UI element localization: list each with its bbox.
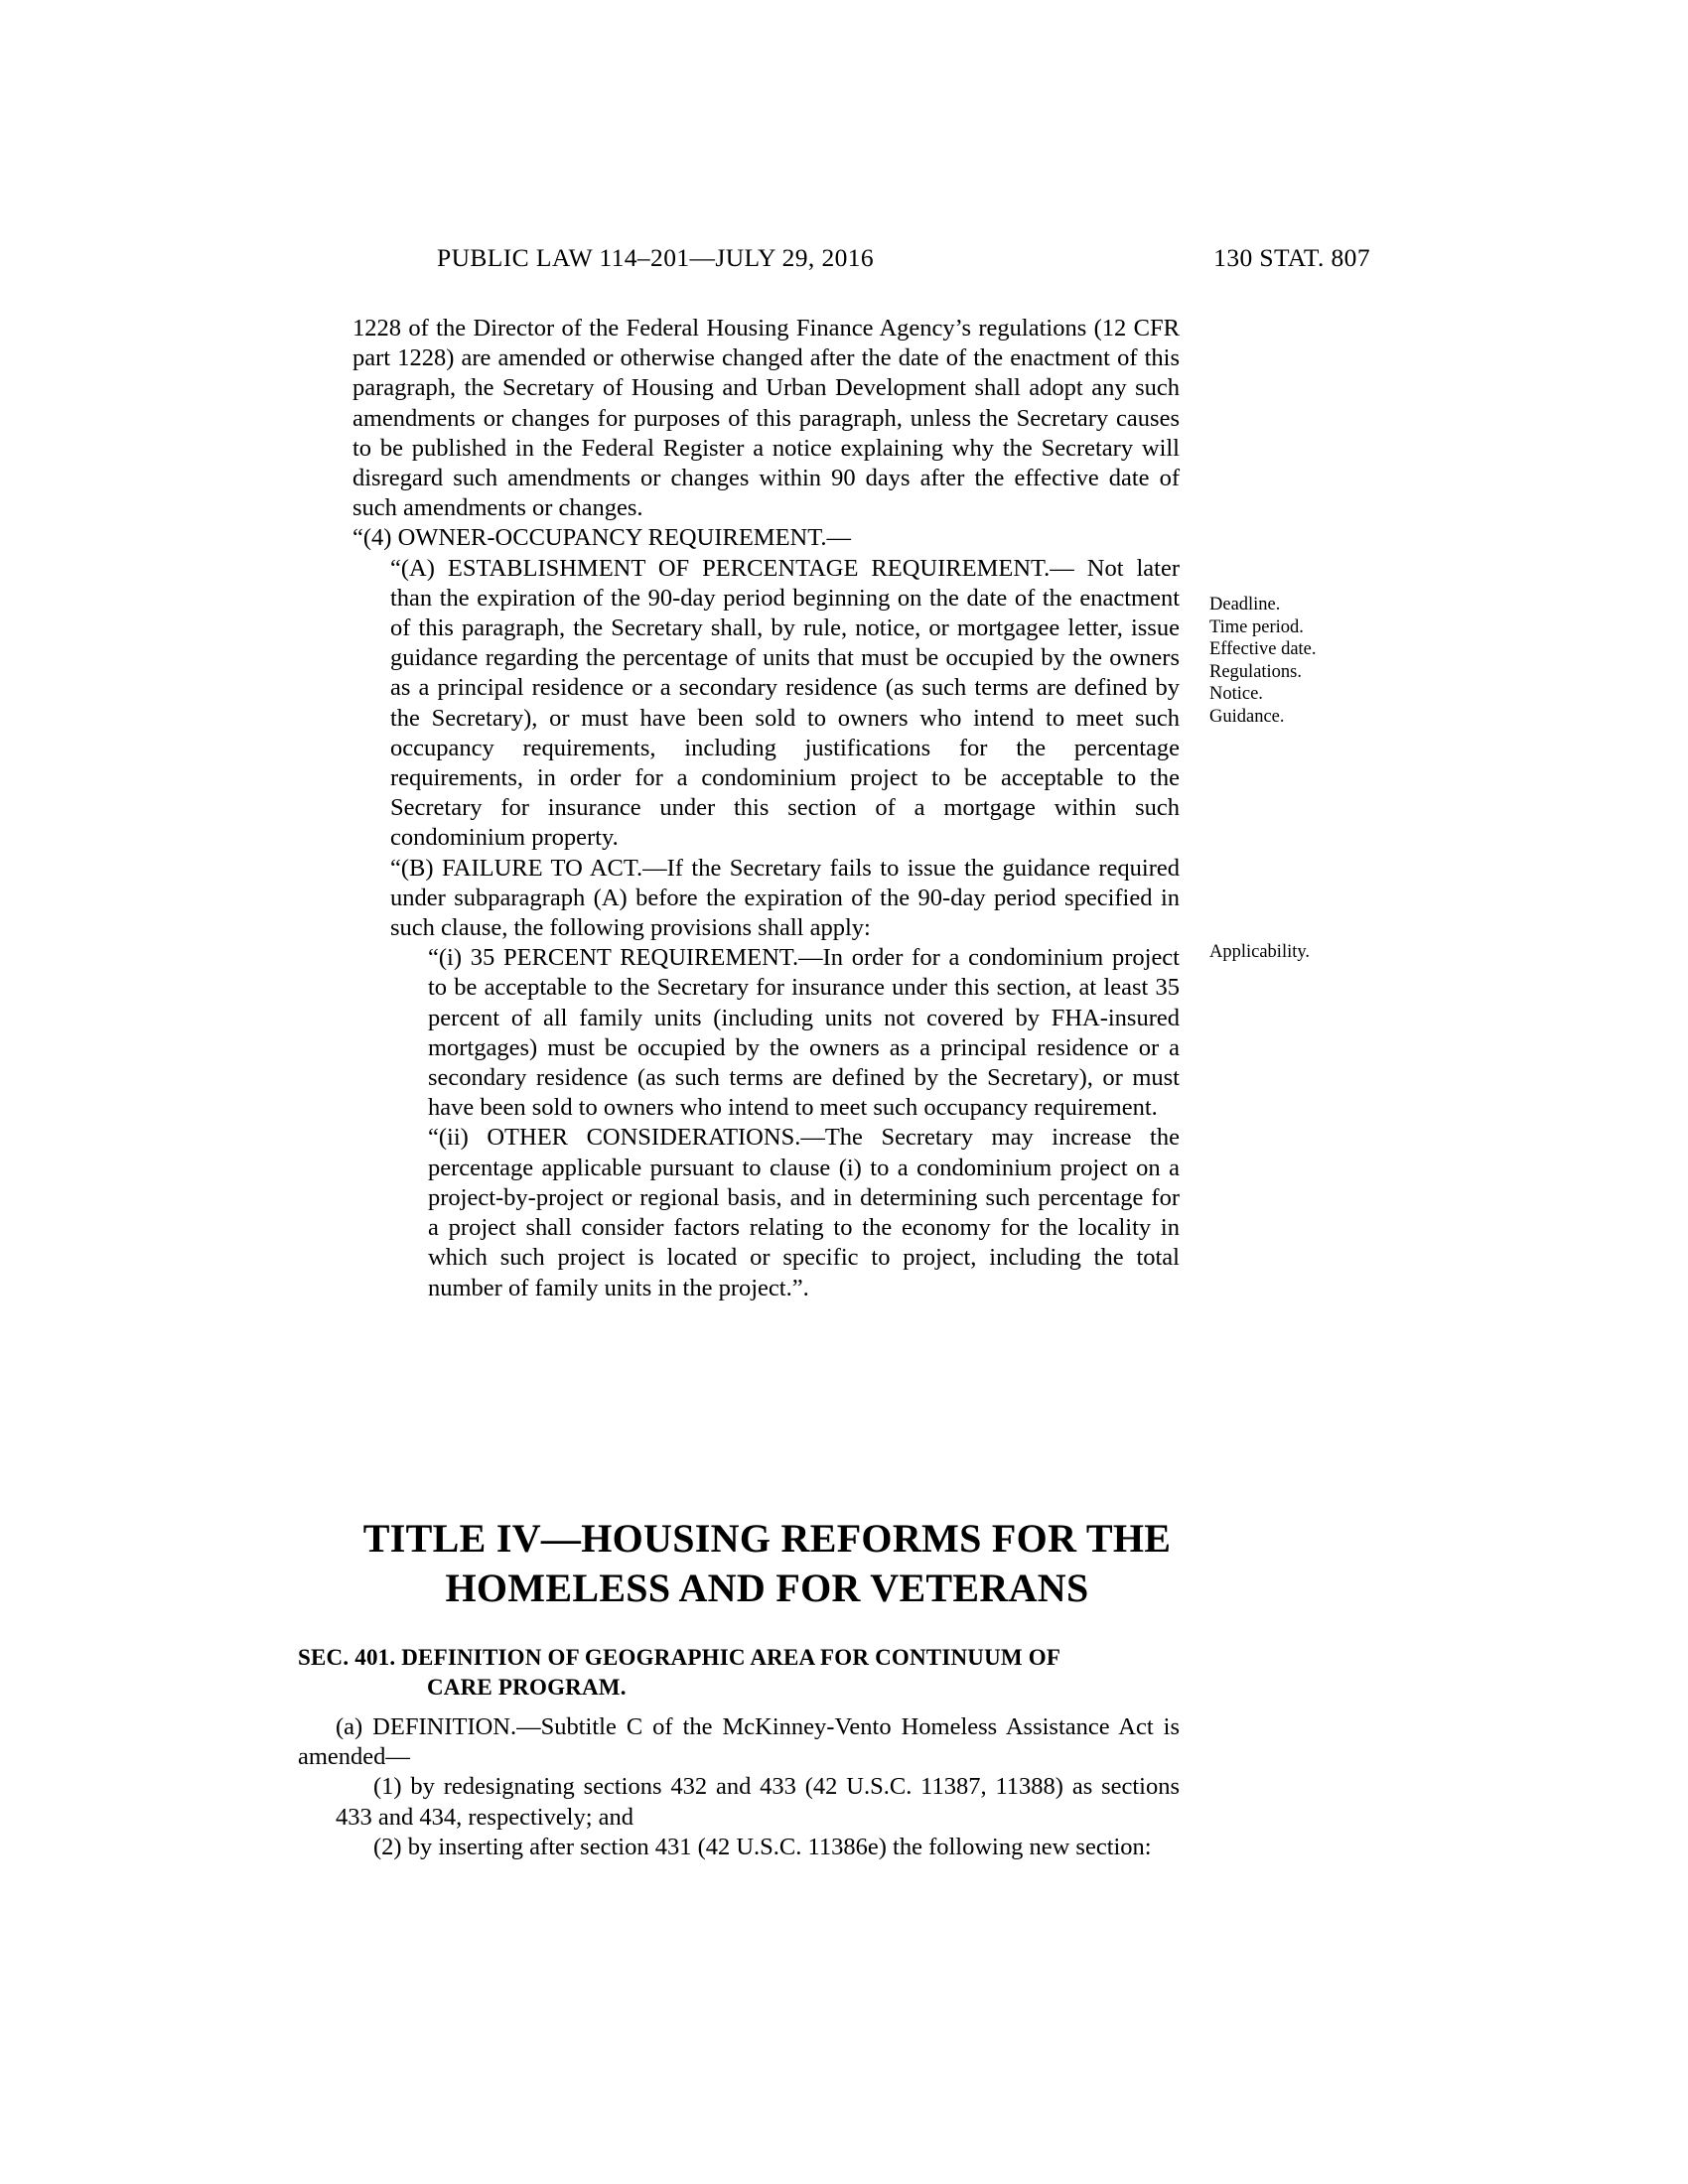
paragraph-1228: 1228 of the Director of the Federal Housing Finance Agency’s regulations (12 CFR part 1228) are amended or otherwise changed after the date of the enactment of this paragraph, the Secretary of Housing and Urban Development shall adopt any such amendments or changes for purposes of this paragraph, unless the Secretary causes to be published in the Federal Register a notice explaining why the Secretary will disregard such amendments or changes within 90 days after the effective date of such amendments or changes. (352, 315, 1180, 522)
title-iv-heading (298, 1514, 1236, 1613)
body-column-upper (352, 314, 1180, 1303)
paragraph-amend-2: (2) by inserting after section 431 (42 U.S.C. 11386e) the following new section: (373, 1833, 1152, 1860)
paragraph-amend-1: (1) by redesignating sections 432 and 433 (42 U.S.C. 11387, 11388) as sections 433 and 434, respectively; and (336, 1773, 1180, 1831)
sidenote-guidance: Guidance. (1209, 706, 1285, 727)
sidenote-time-period: Time period. (1209, 616, 1304, 637)
title-iv-line-2: HOMELESS AND FOR VETERANS (445, 1566, 1089, 1610)
sidenote-applicability: Applicability. (1209, 942, 1311, 962)
sidenote-effective-date: Effective date. (1209, 639, 1317, 659)
body-column-lower (298, 1712, 1180, 1862)
section-401-heading-line-2: CARE PROGRAM. (427, 1675, 627, 1700)
section-401-heading-line-1: SEC. 401. DEFINITION OF GEOGRAPHIC AREA FOR CONTINUUM OF (298, 1645, 1061, 1670)
paragraph-ii: “(ii) OTHER CONSIDERATIONS.—The Secretary may increase the percentage applicable pursuant to clause (i) to a condominium project on a project-by-project or regional basis, and in determining such percentage for a project shall consider factors relating to the economy for the locality in which such project is located or specific to project, including the total number of family units in the project.”. (428, 1124, 1180, 1301)
paragraph-4-heading: “(4) OWNER-OCCUPANCY REQUIREMENT.— (352, 524, 851, 552)
paragraph-A: “(A) ESTABLISHMENT OF PERCENTAGE REQUIREMENT.— Not later than the expiration of the 90-day period beginning on the date of the enactment of this paragraph, the Secretary shall, by rule, notice, or mortgagee letter, issue guidance regarding the percentage of units that must be occupied by the owners as a principal residence or a secondary residence (as such terms are defined by the Secretary), or must have been sold to owners who intend to meet such occupancy requirements, including justifications for the percentage requirements, in order for a condominium project to be acceptable to the Secretary for insurance under this section of a mortgage within such condominium property. (390, 554, 1180, 852)
title-iv-line-1: TITLE IV—HOUSING REFORMS FOR THE (362, 1516, 1172, 1561)
paragraph-B: “(B) FAILURE TO ACT.—If the Secretary fails to issue the guidance required under subparagraph (A) before the expiration of the 90-day period specified in such clause, the following provisions shall apply: (390, 854, 1180, 942)
running-head-left: PUBLIC LAW 114–201—JULY 29, 2016 (437, 243, 875, 272)
sidenote-regulations: Regulations. (1209, 661, 1303, 682)
sidenote-notice: Notice. (1209, 684, 1263, 704)
paragraph-i: “(i) 35 PERCENT REQUIREMENT.—In order for a condominium project to be acceptable to the Secretary for insurance under this section, at least 35 percent of all family units (including units not covered by FHA-insured mortgages) must be occupied by the owners as a principal residence or a secondary residence (as such terms are defined by the Secretary), or must have been sold to owners who intend to meet such occupancy requirement. (428, 944, 1180, 1122)
running-head-right: 130 STAT. 807 (1213, 243, 1370, 272)
paragraph-definition: (a) DEFINITION.—Subtitle C of the McKinney-Vento Homeless Assistance Act is amended— (298, 1713, 1180, 1771)
sidenotes-group-deadline (1209, 594, 1458, 728)
section-401-heading (298, 1643, 1182, 1703)
sidenotes-group-applicability (1209, 941, 1458, 964)
sidenote-deadline: Deadline. (1209, 595, 1281, 614)
